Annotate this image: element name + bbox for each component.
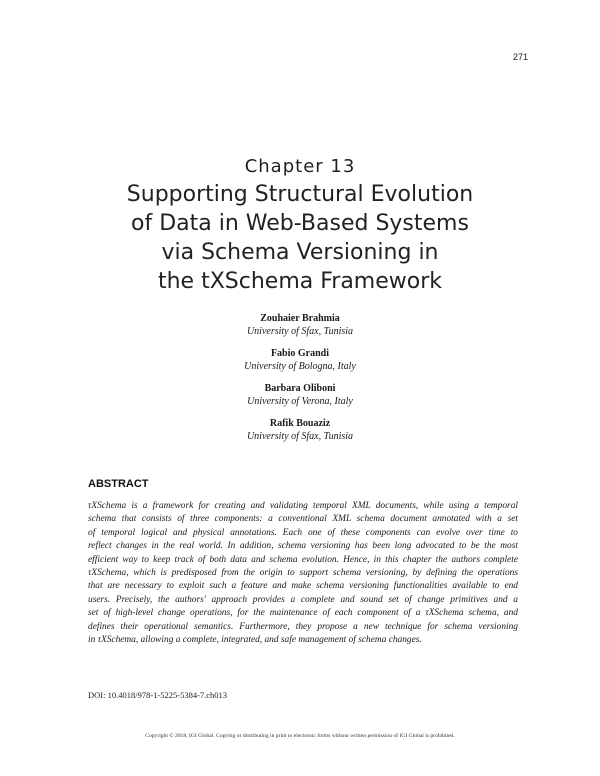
abstract-line: τXSchema is a framework for creating and validating temporal XML documents, while using a temporal: [88, 501, 518, 511]
author-list: [0, 312, 600, 452]
abstract-line: efficient way to keep track of both data and schema evolution. Hence, in this chapter the authors complete: [88, 554, 518, 565]
abstract-line: τXSchema, which is predisposed from the origin to support schema versioning, by defining the operations: [88, 568, 518, 579]
copyright-notice: Copyright © 2018, IGI Global. Copying or distributing in print or electronic forms without written permission of IGI Global is prohibited.: [145, 733, 455, 739]
abstract-line: set of high-level change operations, for the maintenance of each component of a τXSchema schema, and: [88, 608, 518, 619]
author-name: Zouhaier Brahmia: [260, 313, 340, 324]
page-number: 271: [512, 52, 528, 62]
chapter-title-line: Supporting Structural Evolution: [126, 182, 474, 207]
author-entry: [0, 312, 600, 338]
doi: DOI: 10.4018/978-1-5225-5384-7.ch013: [88, 690, 228, 700]
author-affiliation: University of Bologna, Italy: [244, 361, 356, 372]
chapter-title-line: via Schema Versioning in: [161, 240, 439, 265]
abstract-text: [88, 500, 518, 647]
author-entry: [0, 382, 600, 408]
abstract-line: defines their operational semantics. Furthermore, they propose a new technique for schema versioning: [88, 621, 518, 632]
chapter-title: [40, 180, 560, 296]
author-entry: [0, 347, 600, 373]
author-entry: [0, 417, 600, 443]
chapter-label: Chapter 13: [244, 156, 356, 177]
author-name: Barbara Oliboni: [264, 383, 336, 394]
author-name: Rafik Bouaziz: [269, 418, 331, 429]
abstract-line: that are necessary to exploit such a feature and make schema versioning functionalities available to end: [88, 581, 518, 592]
author-affiliation: University of Sfax, Tunisia: [246, 326, 354, 337]
author-affiliation: University of Sfax, Tunisia: [246, 431, 354, 442]
abstract-line: reflect changes in the real world. In addition, schema versioning has been long advocated to be the most: [88, 541, 518, 552]
abstract-heading: ABSTRACT: [88, 478, 149, 490]
chapter-title-line: the tXSchema Framework: [157, 269, 443, 294]
abstract-line: in τXSchema, allowing a complete, integrated, and safe management of schema changes.: [88, 635, 422, 646]
abstract-line: schema that consists of three components: a conventional XML schema document annotated with a set: [88, 514, 518, 525]
author-affiliation: University of Verona, Italy: [247, 396, 353, 407]
abstract-line: of temporal logical and physical annotations. Each one of these components can evolve over time to: [88, 527, 518, 538]
abstract-line: users. Precisely, the authors' approach provides a complete and sound set of change primitives and a: [88, 594, 518, 605]
chapter-title-line: of Data in Web-Based Systems: [131, 211, 469, 236]
author-name: Fabio Grandi: [270, 348, 330, 359]
